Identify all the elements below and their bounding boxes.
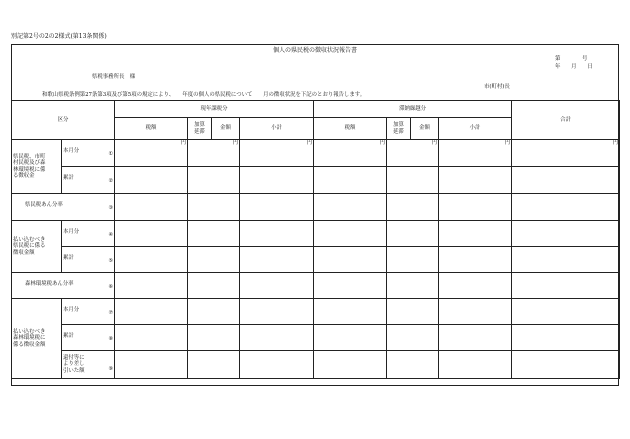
header-subtotal: 小計	[439, 118, 512, 140]
row-prefectural-ratio: 県民税あん分率 ③	[12, 194, 115, 221]
form-reference: 別記第2号の2の2様式(第13条関係)	[11, 33, 107, 40]
row-this-month: 本月分 ④	[62, 221, 115, 247]
row-group-2-label: 払い込むべき 県民税に係る 徴収金額	[12, 221, 62, 273]
header-amount: 金額	[212, 118, 240, 140]
report-statement: 和歌山県税条例第27条第3項及び第5項の規定により、 年度の個人の県民税について 月の徴収状況を下記のとおり報告します。	[42, 92, 366, 98]
header-current-year: 現年課税分	[115, 101, 314, 118]
header-delinquent: 滞納繰越分	[314, 101, 512, 118]
date-label: 年 月 日	[555, 64, 593, 70]
header-penalty: 加算 延滞	[188, 118, 212, 140]
row-cumulative: 累計 ⑧	[62, 325, 115, 351]
unit-yen: 円	[115, 140, 188, 167]
unit-yen: 円	[188, 140, 240, 167]
row-this-month: 本月分 ①	[62, 140, 115, 167]
unit-yen: 円	[387, 140, 439, 167]
header-amount: 金額	[411, 118, 439, 140]
header-category: 区分	[12, 101, 115, 140]
header-total: 合計	[512, 101, 620, 140]
form-title: 個人の県民税の徴収状況報告書	[272, 47, 357, 54]
row-cumulative: 累計 ②	[62, 167, 115, 194]
number-label: 第 号	[555, 56, 588, 62]
unit-yen: 円	[314, 140, 387, 167]
header-subtotal: 小計	[240, 118, 314, 140]
unit-yen: 円	[512, 140, 620, 167]
reporter-label: 市(町村)長	[484, 84, 510, 90]
row-group-1-label: 県民税、市町 村民税及び森 林環境税に係 る徴収金	[12, 140, 62, 194]
header-tax-amount: 税額	[314, 118, 387, 140]
row-group-3-label: 払い込むべき 森林環境税に 係る徴収金額	[12, 299, 62, 379]
row-refund-deduction: 還付等に より差し 引いた額 ⑨	[62, 351, 115, 379]
unit-yen: 円	[439, 140, 512, 167]
header-tax-amount: 税額	[115, 118, 188, 140]
unit-yen: 円	[240, 140, 314, 167]
row-this-month: 本月分 ⑦	[62, 299, 115, 325]
addressee: 県税事務所長 様	[92, 74, 136, 80]
row-cumulative: 累計 ⑤	[62, 247, 115, 273]
collection-status-table	[11, 100, 620, 379]
header-penalty: 加算 延滞	[387, 118, 411, 140]
row-forest-ratio: 森林環境税あん分率 ⑥	[12, 273, 115, 299]
